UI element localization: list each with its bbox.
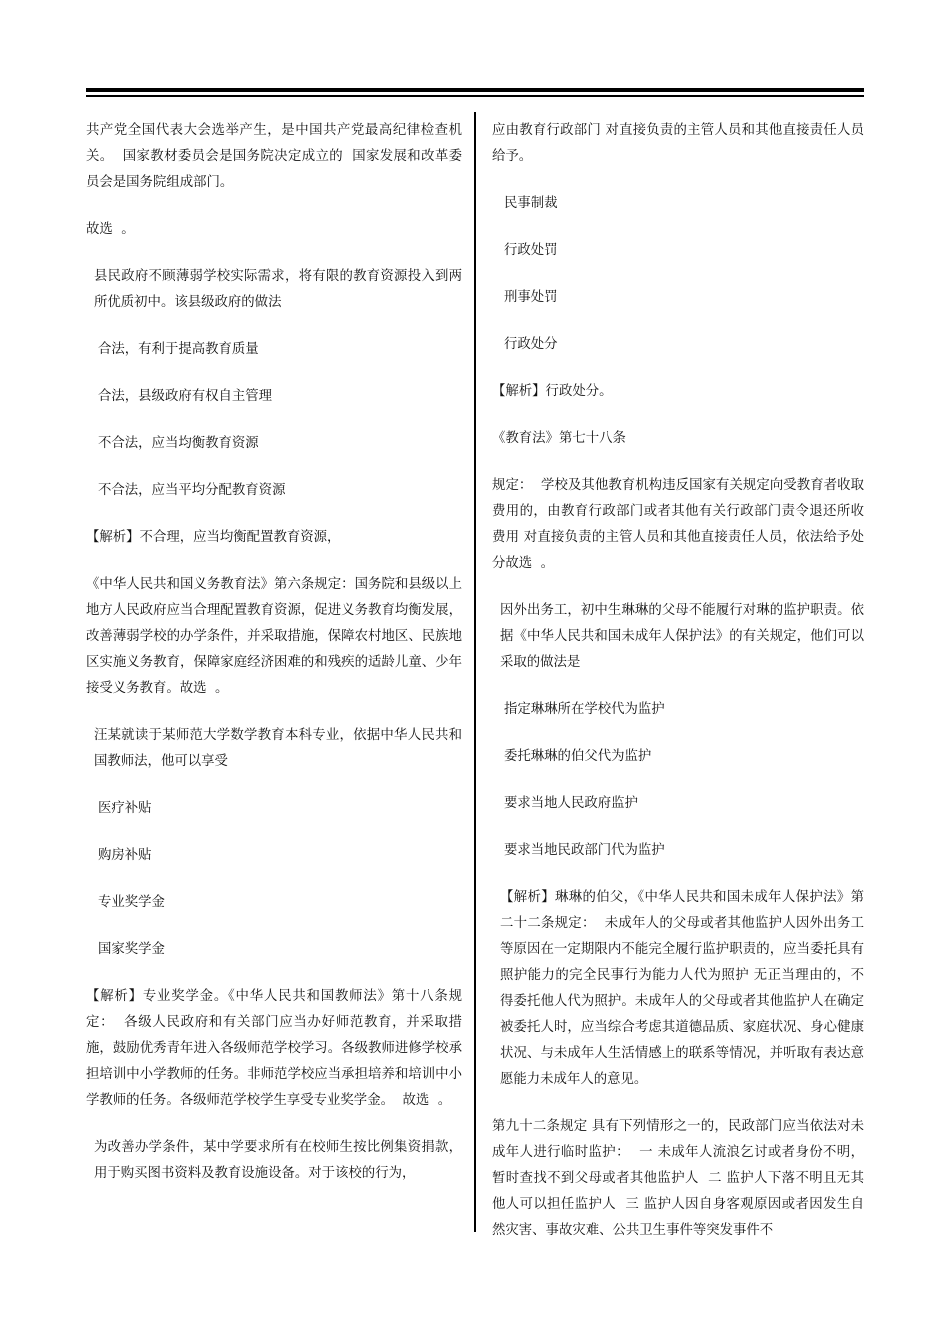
answer-option: 专业奖学金: [98, 895, 165, 910]
paragraph: 共产党全国代表大会选举产生，是中国共产党最高纪律检查机关。 国家教材委员会是国务院决定成立的 国家发展和改革委员会是国务院组成部门。: [86, 123, 462, 190]
answer-option: 医疗补贴: [98, 801, 152, 816]
header-rule-thin: [86, 95, 864, 97]
question-text: 县民政府不顾薄弱学校实际需求，将有限的教育资源投入到两所优质初中。该县级政府的做法: [94, 269, 462, 310]
paragraph: 《中华人民共和国义务教育法》第六条规定：国务院和县级以上地方人民政府应当合理配置教育资源，促进义务教育均衡发展，改善薄弱学校的办学条件，并采取措施，保障农村地区、民族地区实施义务教育，保障家庭经济困难的和残疾的适龄儿童、少年接受义务教育。故选 。: [86, 577, 462, 696]
paragraph: 【解析】专业奖学金。《中华人民共和国教师法》第十八条规定： 各级人民政府和有关部门应当办好师范教育，并采取措施，鼓励优秀青年进入各级师范学校学习。各级教师进修学校承担培训中小学教师的任务。非师范学校应当承担培养和培训中小学教师的任务。各级师范学校学生享受专业奖学金。 故选 。: [86, 989, 462, 1108]
paragraph: 【解析】行政处分。: [492, 384, 613, 399]
question-text: 为改善办学条件，某中学要求所有在校师生按比例集资捐款，用于购买图书资料及教育设施设备。对于该校的行为，: [94, 1140, 462, 1181]
question-text: 【解析】琳琳的伯父，《中华人民共和国未成年人保护法》第二十二条规定： 未成年人的父母或者其他监护人因外出务工等原因在一定期限内不能完全履行监护职责的，应当委托具有照护能力的完全民事行为能力人代为照护 无正当理由的，不得委托他人代为照护。未成年人的父母或者其他监护人在确定被委托人时，应当综合考虑其道德品质、家庭状况、身心健康状况、与未成年人生活情感上的联系等情况，并听取有表达意愿能力未成年人的意见。: [500, 890, 864, 1087]
answer-option: 指定琳琳所在学校代为监护: [504, 702, 665, 717]
answer-option: 国家奖学金: [98, 942, 165, 957]
answer-option: 要求当地民政部门代为监护: [504, 843, 665, 858]
paragraph: 第九十二条规定 具有下列情形之一的，民政部门应当依法对未成年人进行临时监护： 一 未成年人流浪乞讨或者身份不明，暂时查找不到父母或者其他监护人 二 监护人下落不明且无其他人可以担任监护人 三 监护人因自身客观原因或者因发生自然灾害、事故灾难、公共卫生事件等突发事件不: [492, 1119, 864, 1238]
answer-option: 民事制裁: [504, 196, 558, 211]
paragraph: 故选 。: [86, 222, 135, 237]
answer-option: 不合法，应当均衡教育资源: [98, 436, 259, 451]
paragraph: 应由教育行政部门 对直接负责的主管人员和其他直接责任人员给予。: [492, 123, 864, 164]
answer-option: 不合法，应当平均分配教育资源: [98, 483, 286, 498]
question-text: 汪某就读于某师范大学数学教育本科专业，依据中华人民共和国教师法，他可以享受: [94, 728, 462, 769]
left-column: [86, 118, 462, 1208]
right-column: [492, 118, 864, 1265]
paragraph: 规定： 学校及其他教育机构违反国家有关规定向受教育者收取费用的，由教育行政部门或者其他有关行政部门责令退还所收费用 对直接负责的主管人员和其他直接责任人员，依法给予处分故选 。: [492, 478, 864, 571]
answer-option: 要求当地人民政府监护: [504, 796, 638, 811]
answer-option: 刑事处罚: [504, 290, 558, 305]
answer-option: 购房补贴: [98, 848, 152, 863]
header-rule-thick: [86, 88, 864, 92]
question-text: 因外出务工，初中生琳琳的父母不能履行对琳的监护职责。依据《中华人民共和国未成年人保护法》的有关规定，他们可以采取的做法是: [500, 603, 864, 670]
paragraph: 《教育法》第七十八条: [492, 431, 626, 446]
column-divider: [474, 112, 476, 1232]
paragraph: 【解析】不合理，应当均衡配置教育资源，: [86, 530, 341, 545]
answer-option: 合法，有利于提高教育质量: [98, 342, 259, 357]
answer-option: 合法，县级政府有权自主管理: [98, 389, 273, 404]
answer-option: 行政处罚: [504, 243, 558, 258]
answer-option: 行政处分: [504, 337, 558, 352]
answer-option: 委托琳琳的伯父代为监护: [504, 749, 652, 764]
